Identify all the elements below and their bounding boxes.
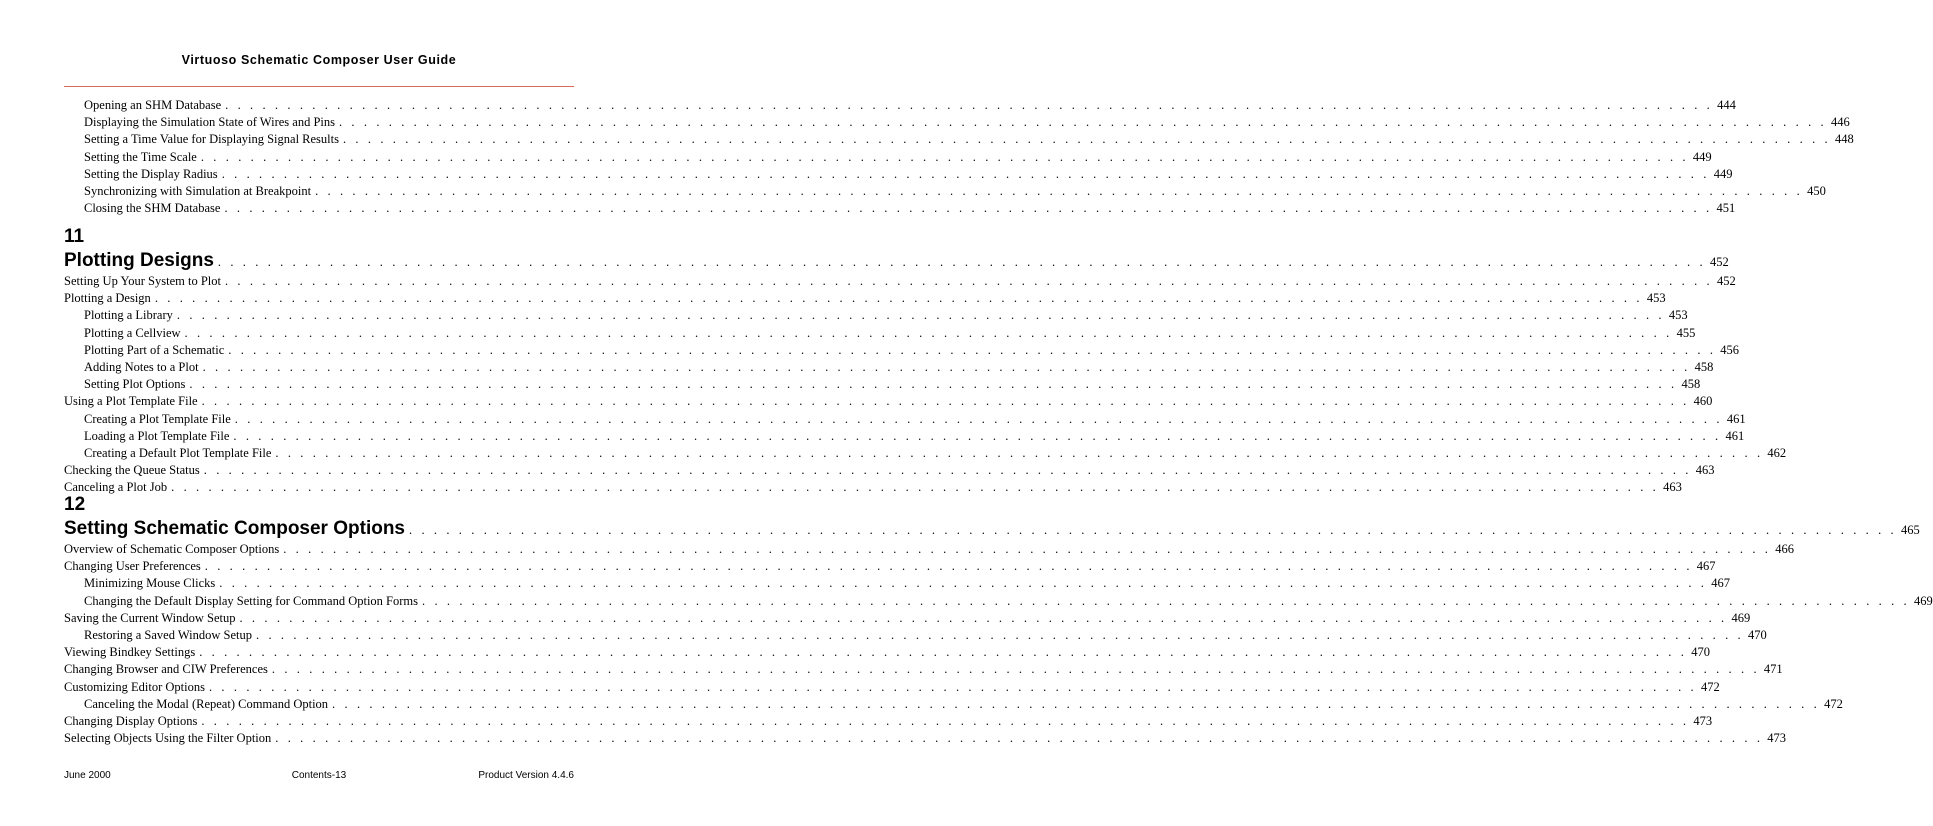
toc-entry-title: Creating a Plot Template File xyxy=(84,411,231,426)
toc-entry xyxy=(84,628,1767,645)
toc-entry-title: Adding Notes to a Plot xyxy=(84,360,199,374)
toc-entry-title: Opening an SHM Database xyxy=(84,98,222,112)
dot-leader: . . . . . . . . . . . . . . . . . . . . . . . . . . . . . . . . . . . . . . . . . . . . . . . . . . . . . . . . . . . . . . . . . . . . . . . . . . . . . . . . . . . . . . . . . . . . . . . . . . . . . . . . . . . . . . . . . . . . . . . . xyxy=(224,201,1713,216)
toc-entry-title: Setting the Time Scale xyxy=(84,149,197,164)
toc-entry xyxy=(84,377,1701,394)
toc-entry-title: Plotting a Cellview xyxy=(84,325,181,340)
toc-entry-page: 452 xyxy=(1717,274,1736,288)
dot-leader: . . . . . . . . . . . . . . . . . . . . . . . . . . . . . . . . . . . . . . . . . . . . . . . . . . . . . . . . . . . . . . . . . . . . . . . . . . . . . . . . . . . . . . . . . . . . . . . . . . . . . . . . . . . . . . . . . . . . . . . . xyxy=(184,325,1673,340)
toc-entry-page: 467 xyxy=(1711,576,1731,591)
toc-entry-page: 453 xyxy=(1668,308,1688,323)
dot-leader: . . . . . . . . . . . . . . . . . . . . . . . . . . . . . . . . . . . . . . . . . . . . . . . . . . . . . . . . . . . . . . . . . . . . . . . . . . . . . . . . . . . . . . . . . . . . . . . . . . . . . . . . . . . . . . . . . . . . . . . . xyxy=(204,559,1693,574)
dot-leader: . . . . . . . . . . . . . . . . . . . . . . . . . . . . . . . . . . . . . . . . . . . . . . . . . . . . . . . . . . . . . . . . . . . . . . . . . . . . . . . . . . . . . . . . . . . . . . . . . . . . . . . . . . . . . . . . . . . . . . . . xyxy=(221,166,1710,181)
toc-entry-page: 446 xyxy=(1831,115,1850,130)
toc-entry xyxy=(84,593,1933,611)
chapter-number: 11 xyxy=(64,226,85,247)
toc-entry-page: 449 xyxy=(1692,149,1712,164)
dot-leader: . . . . . . . . . . . . . . . . . . . . . . . . . . . . . . . . . . . . . . . . . . . . . . . . . . . . . . . . . . . . . . . . . . . . . . . . . . . . . . . . . . . . . . . . . . . . . . . . . . . . . . . . . . . . . . . . . . . . . . . . xyxy=(203,463,1692,478)
toc-entry-page: 444 xyxy=(1717,98,1736,112)
toc-entry xyxy=(84,360,1714,377)
toc-entry-title: Changing Display Options xyxy=(64,714,198,728)
toc-entry xyxy=(84,201,1736,218)
toc-entry xyxy=(84,98,1736,115)
toc-entry-page: 467 xyxy=(1696,559,1716,574)
toc-entry-title: Setting the Display Radius xyxy=(84,166,218,181)
chapter-page: 465 xyxy=(1901,523,1920,537)
toc-entry xyxy=(84,342,1740,360)
toc-entry-title: Canceling the Modal (Repeat) Command Option xyxy=(84,696,329,711)
dot-leader: . . . . . . . . . . . . . . . . . . . . . . . . . . . . . . . . . . . . . . . . . . . . . . . . . . . . . . . . . . . . . . . . . . . . . . . . . . . . . . . . . . . . . . . . . . . . . . . . . . . . . . . . . . . . . . . . . . . . . . . . xyxy=(217,255,1706,269)
toc-entry-page: 450 xyxy=(1807,184,1826,198)
dot-leader: . . . . . . . . . . . . . . . . . . . . . . . . . . . . . . . . . . . . . . . . . . . . . . . . . . . . . . . . . . . . . . . . . . . . . . . . . . . . . . . . . . . . . . . . . . . . . . . . . . . . . . . . . . . . . . . . . . . . . . . . xyxy=(225,98,1713,112)
dot-leader: . . . . . . . . . . . . . . . . . . . . . . . . . . . . . . . . . . . . . . . . . . . . . . . . . . . . . . . . . . . . . . . . . . . . . . . . . . . . . . . . . . . . . . . . . . . . . . . . . . . . . . . . . . . . . . . . . . . . . . . . xyxy=(342,132,1831,147)
dot-leader: . . . . . . . . . . . . . . . . . . . . . . . . . . . . . . . . . . . . . . . . . . . . . . . . . . . . . . . . . . . . . . . . . . . . . . . . . . . . . . . . . . . . . . . . . . . . . . . . . . . . . . . . . . . . . . . . . . . . . . . . xyxy=(256,628,1744,642)
toc-entry xyxy=(84,446,1787,463)
toc-entry-title: Selecting Objects Using the Filter Option xyxy=(64,731,272,746)
footer-page-label: Contents-13 xyxy=(291,770,347,781)
toc-entry-page: 471 xyxy=(1763,662,1783,677)
toc-entry xyxy=(84,411,1746,429)
toc-entry-title: Plotting a Design xyxy=(64,291,151,306)
toc-entry-page: 469 xyxy=(1914,593,1933,608)
dot-leader: . . . . . . . . . . . . . . . . . . . . . . . . . . . . . . . . . . . . . . . . . . . . . . . . . . . . . . . . . . . . . . . . . . . . . . . . . . . . . . . . . . . . . . . . . . . . . . . . . . . . . . . . . . . . . . . . . . . . . . . . xyxy=(315,184,1803,198)
toc-entry-page: 453 xyxy=(1646,291,1666,306)
toc-entry xyxy=(84,149,1712,167)
toc-entry-page: 455 xyxy=(1676,325,1696,340)
toc-entry-page: 460 xyxy=(1693,394,1713,409)
toc-entry-title: Restoring a Saved Window Setup xyxy=(84,628,252,642)
toc-entry-title: Viewing Bindkey Settings xyxy=(64,645,196,660)
header-rule xyxy=(64,86,574,87)
dot-leader: . . . . . . . . . . . . . . . . . . . . . . . . . . . . . . . . . . . . . . . . . . . . . . . . . . . . . . . . . . . . . . . . . . . . . . . . . . . . . . . . . . . . . . . . . . . . . . . . . . . . . . . . . . . . . . . . . . . . . . . . xyxy=(332,696,1820,711)
toc-entry-title: Setting Up Your System to Plot xyxy=(64,274,221,288)
toc-entry-title: Customizing Editor Options xyxy=(64,679,205,694)
toc-entry-page: 472 xyxy=(1824,696,1843,711)
dot-leader: . . . . . . . . . . . . . . . . . . . . . . . . . . . . . . . . . . . . . . . . . . . . . . . . . . . . . . . . . . . . . . . . . . . . . . . . . . . . . . . . . . . . . . . . . . . . . . . . . . . . . . . . . . . . . . . . . . . . . . . . xyxy=(208,679,1697,694)
dot-leader: . . . . . . . . . . . . . . . . . . . . . . . . . . . . . . . . . . . . . . . . . . . . . . . . . . . . . . . . . . . . . . . . . . . . . . . . . . . . . . . . . . . . . . . . . . . . . . . . . . . . . . . . . . . . . . . . . . . . . . . . xyxy=(422,593,1910,608)
toc-entry-page: 470 xyxy=(1748,628,1767,642)
toc-entry-page: 463 xyxy=(1663,480,1682,495)
dot-leader: . . . . . . . . . . . . . . . . . . . . . . . . . . . . . . . . . . . . . . . . . . . . . . . . . . . . . . . . . . . . . . . . . . . . . . . . . . . . . . . . . . . . . . . . . . . . . . . . . . . . . . . . . . . . . . . . . . . . . . . . xyxy=(228,342,1717,357)
toc-entry-title: Changing User Preferences xyxy=(64,559,201,574)
dot-leader: . . . . . . . . . . . . . . . . . . . . . . . . . . . . . . . . . . . . . . . . . . . . . . . . . . . . . . . . . . . . . . . . . . . . . . . . . . . . . . . . . . . . . . . . . . . . . . . . . . . . . . . . . . . . . . . . . . . . . . . . xyxy=(199,645,1687,660)
toc-entry-title: Saving the Current Window Setup xyxy=(64,610,236,625)
toc-entry-page: 463 xyxy=(1695,463,1715,478)
toc-entry xyxy=(64,274,1736,291)
toc-entry-title: Minimizing Mouse Clicks xyxy=(84,576,216,591)
dot-leader: . . . . . . . . . . . . . . . . . . . . . . . . . . . . . . . . . . . . . . . . . . . . . . . . . . . . . . . . . . . . . . . . . . . . . . . . . . . . . . . . . . . . . . . . . . . . . . . . . . . . . . . . . . . . . . . . . . . . . . . . xyxy=(154,291,1643,306)
dot-leader: . . . . . . . . . . . . . . . . . . . . . . . . . . . . . . . . . . . . . . . . . . . . . . . . . . . . . . . . . . . . . . . . . . . . . . . . . . . . . . . . . . . . . . . . . . . . . . . . . . . . . . . . . . . . . . . . . . . . . . . . xyxy=(219,576,1708,591)
toc-entry xyxy=(84,576,1731,593)
toc-entry-page: 461 xyxy=(1726,411,1746,426)
toc-entry-page: 462 xyxy=(1767,446,1787,460)
chapter-page: 452 xyxy=(1709,255,1729,269)
toc-entry-page: 470 xyxy=(1691,645,1710,660)
toc-entry-title: Displaying the Simulation State of Wires and Pins xyxy=(84,115,335,130)
toc-entry xyxy=(64,714,1713,731)
toc-entry xyxy=(64,679,1720,697)
dot-leader: . . . . . . . . . . . . . . . . . . . . . . . . . . . . . . . . . . . . . . . . . . . . . . . . . . . . . . . . . . . . . . . . . . . . . . . . . . . . . . . . . . . . . . . . . . . . . . . . . . . . . . . . . . . . . . . . . . . . . . . . xyxy=(200,149,1689,164)
dot-leader: . . . . . . . . . . . . . . . . . . . . . . . . . . . . . . . . . . . . . . . . . . . . . . . . . . . . . . . . . . . . . . . . . . . . . . . . . . . . . . . . . . . . . . . . . . . . . . . . . . . . . . . . . . . . . . . . . . . . . . . . xyxy=(176,308,1665,323)
toc-entry-page: 472 xyxy=(1701,679,1720,694)
dot-leader: . . . . . . . . . . . . . . . . . . . . . . . . . . . . . . . . . . . . . . . . . . . . . . . . . . . . . . . . . . . . . . . . . . . . . . . . . . . . . . . . . . . . . . . . . . . . . . . . . . . . . . . . . . . . . . . . . . . . . . . . xyxy=(239,610,1728,625)
chapter-title: Plotting Designs xyxy=(64,250,214,271)
toc-entry-page: 449 xyxy=(1713,166,1733,181)
dot-leader: . . . . . . . . . . . . . . . . . . . . . . . . . . . . . . . . . . . . . . . . . . . . . . . . . . . . . . . . . . . . . . . . . . . . . . . . . . . . . . . . . . . . . . . . . . . . . . . . . . . . . . . . . . . . . . . . . . . . . . . . xyxy=(171,480,1659,495)
toc-entry xyxy=(64,542,1795,559)
dot-leader: . . . . . . . . . . . . . . . . . . . . . . . . . . . . . . . . . . . . . . . . . . . . . . . . . . . . . . . . . . . . . . . . . . . . . . . . . . . . . . . . . . . . . . . . . . . . . . . . . . . . . . . . . . . . . . . . . . . . . . . . xyxy=(189,377,1678,392)
dot-leader: . . . . . . . . . . . . . . . . . . . . . . . . . . . . . . . . . . . . . . . . . . . . . . . . . . . . . . . . . . . . . . . . . . . . . . . . . . . . . . . . . . . . . . . . . . . . . . . . . . . . . . . . . . . . . . . . . . . . . . . . xyxy=(409,523,1897,537)
toc-entry xyxy=(84,132,1854,149)
toc-entry-title: Changing Browser and CIW Preferences xyxy=(64,662,268,677)
toc-entry-title: Canceling a Plot Job xyxy=(64,480,168,495)
toc-entry-title: Overview of Schematic Composer Options xyxy=(64,542,280,556)
toc-entry xyxy=(64,480,1682,497)
toc-entry xyxy=(64,662,1783,679)
toc-entry-title: Setting Plot Options xyxy=(84,377,186,392)
dot-leader: . . . . . . . . . . . . . . . . . . . . . . . . . . . . . . . . . . . . . . . . . . . . . . . . . . . . . . . . . . . . . . . . . . . . . . . . . . . . . . . . . . . . . . . . . . . . . . . . . . . . . . . . . . . . . . . . . . . . . . . . xyxy=(275,731,1764,746)
chapter-title: Setting Schematic Composer Options xyxy=(64,518,405,539)
toc-entry-title: Setting a Time Value for Displaying Signal Results xyxy=(84,132,339,147)
toc-entry xyxy=(64,645,1710,662)
dot-leader: . . . . . . . . . . . . . . . . . . . . . . . . . . . . . . . . . . . . . . . . . . . . . . . . . . . . . . . . . . . . . . . . . . . . . . . . . . . . . . . . . . . . . . . . . . . . . . . . . . . . . . . . . . . . . . . . . . . . . . . . xyxy=(224,274,1713,288)
toc-entry-page: 448 xyxy=(1835,132,1854,147)
toc-entry xyxy=(84,184,1826,201)
toc-entry xyxy=(64,463,1715,480)
toc-entry-title: Checking the Queue Status xyxy=(64,463,200,478)
footer-date: June 2000 xyxy=(64,770,111,781)
toc-entry-title: Synchronizing with Simulation at Breakpoint xyxy=(84,184,312,198)
toc-entry-page: 458 xyxy=(1694,360,1714,374)
page-header-title: Virtuoso Schematic Composer User Guide xyxy=(181,53,457,67)
toc-entry-title: Using a Plot Template File xyxy=(64,394,198,409)
toc-entry xyxy=(64,610,1751,628)
toc-entry-page: 461 xyxy=(1725,428,1745,443)
chapter-number: 12 xyxy=(64,494,86,515)
toc-entry xyxy=(64,291,1666,308)
toc-entry xyxy=(84,115,1850,132)
dot-leader: . . . . . . . . . . . . . . . . . . . . . . . . . . . . . . . . . . . . . . . . . . . . . . . . . . . . . . . . . . . . . . . . . . . . . . . . . . . . . . . . . . . . . . . . . . . . . . . . . . . . . . . . . . . . . . . . . . . . . . . . xyxy=(201,714,1690,728)
toc-entry xyxy=(84,308,1688,325)
toc-entry-page: 466 xyxy=(1775,542,1795,556)
dot-leader: . . . . . . . . . . . . . . . . . . . . . . . . . . . . . . . . . . . . . . . . . . . . . . . . . . . . . . . . . . . . . . . . . . . . . . . . . . . . . . . . . . . . . . . . . . . . . . . . . . . . . . . . . . . . . . . . . . . . . . . . xyxy=(271,662,1760,677)
toc-entry-title: Loading a Plot Template File xyxy=(84,428,230,443)
toc-entry xyxy=(84,166,1733,184)
toc-entry-title: Changing the Default Display Setting for Command Option Forms xyxy=(84,593,418,608)
dot-leader: . . . . . . . . . . . . . . . . . . . . . . . . . . . . . . . . . . . . . . . . . . . . . . . . . . . . . . . . . . . . . . . . . . . . . . . . . . . . . . . . . . . . . . . . . . . . . . . . . . . . . . . . . . . . . . . . . . . . . . . . xyxy=(283,542,1772,556)
toc-entry-title: Plotting Part of a Schematic xyxy=(84,342,225,357)
toc-entry xyxy=(64,731,1787,748)
toc-entry xyxy=(84,696,1843,714)
dot-leader: . . . . . . . . . . . . . . . . . . . . . . . . . . . . . . . . . . . . . . . . . . . . . . . . . . . . . . . . . . . . . . . . . . . . . . . . . . . . . . . . . . . . . . . . . . . . . . . . . . . . . . . . . . . . . . . . . . . . . . . . xyxy=(233,428,1722,443)
dot-leader: . . . . . . . . . . . . . . . . . . . . . . . . . . . . . . . . . . . . . . . . . . . . . . . . . . . . . . . . . . . . . . . . . . . . . . . . . . . . . . . . . . . . . . . . . . . . . . . . . . . . . . . . . . . . . . . . . . . . . . . . xyxy=(234,411,1723,426)
dot-leader: . . . . . . . . . . . . . . . . . . . . . . . . . . . . . . . . . . . . . . . . . . . . . . . . . . . . . . . . . . . . . . . . . . . . . . . . . . . . . . . . . . . . . . . . . . . . . . . . . . . . . . . . . . . . . . . . . . . . . . . . xyxy=(338,115,1827,130)
dot-leader: . . . . . . . . . . . . . . . . . . . . . . . . . . . . . . . . . . . . . . . . . . . . . . . . . . . . . . . . . . . . . . . . . . . . . . . . . . . . . . . . . . . . . . . . . . . . . . . . . . . . . . . . . . . . . . . . . . . . . . . . xyxy=(275,446,1764,460)
toc-entry xyxy=(84,428,1745,446)
toc-entry-title: Closing the SHM Database xyxy=(84,201,221,216)
toc-entry-page: 456 xyxy=(1720,342,1740,357)
toc-entry-page: 451 xyxy=(1716,201,1736,216)
dot-leader: . . . . . . . . . . . . . . . . . . . . . . . . . . . . . . . . . . . . . . . . . . . . . . . . . . . . . . . . . . . . . . . . . . . . . . . . . . . . . . . . . . . . . . . . . . . . . . . . . . . . . . . . . . . . . . . . . . . . . . . . xyxy=(202,360,1691,374)
dot-leader: . . . . . . . . . . . . . . . . . . . . . . . . . . . . . . . . . . . . . . . . . . . . . . . . . . . . . . . . . . . . . . . . . . . . . . . . . . . . . . . . . . . . . . . . . . . . . . . . . . . . . . . . . . . . . . . . . . . . . . . . xyxy=(201,394,1690,409)
toc-entry xyxy=(64,394,1713,411)
toc-entry-title: Creating a Default Plot Template File xyxy=(84,446,272,460)
footer-version: Product Version 4.4.6 xyxy=(478,770,574,781)
toc-entry-title: Plotting a Library xyxy=(84,308,173,323)
toc-entry-page: 458 xyxy=(1681,377,1701,392)
toc-entry-page: 473 xyxy=(1767,731,1787,746)
toc-entry-page: 473 xyxy=(1693,714,1713,728)
toc-entry xyxy=(84,325,1696,343)
toc-entry-page: 469 xyxy=(1731,610,1751,625)
toc-entry xyxy=(64,559,1716,576)
